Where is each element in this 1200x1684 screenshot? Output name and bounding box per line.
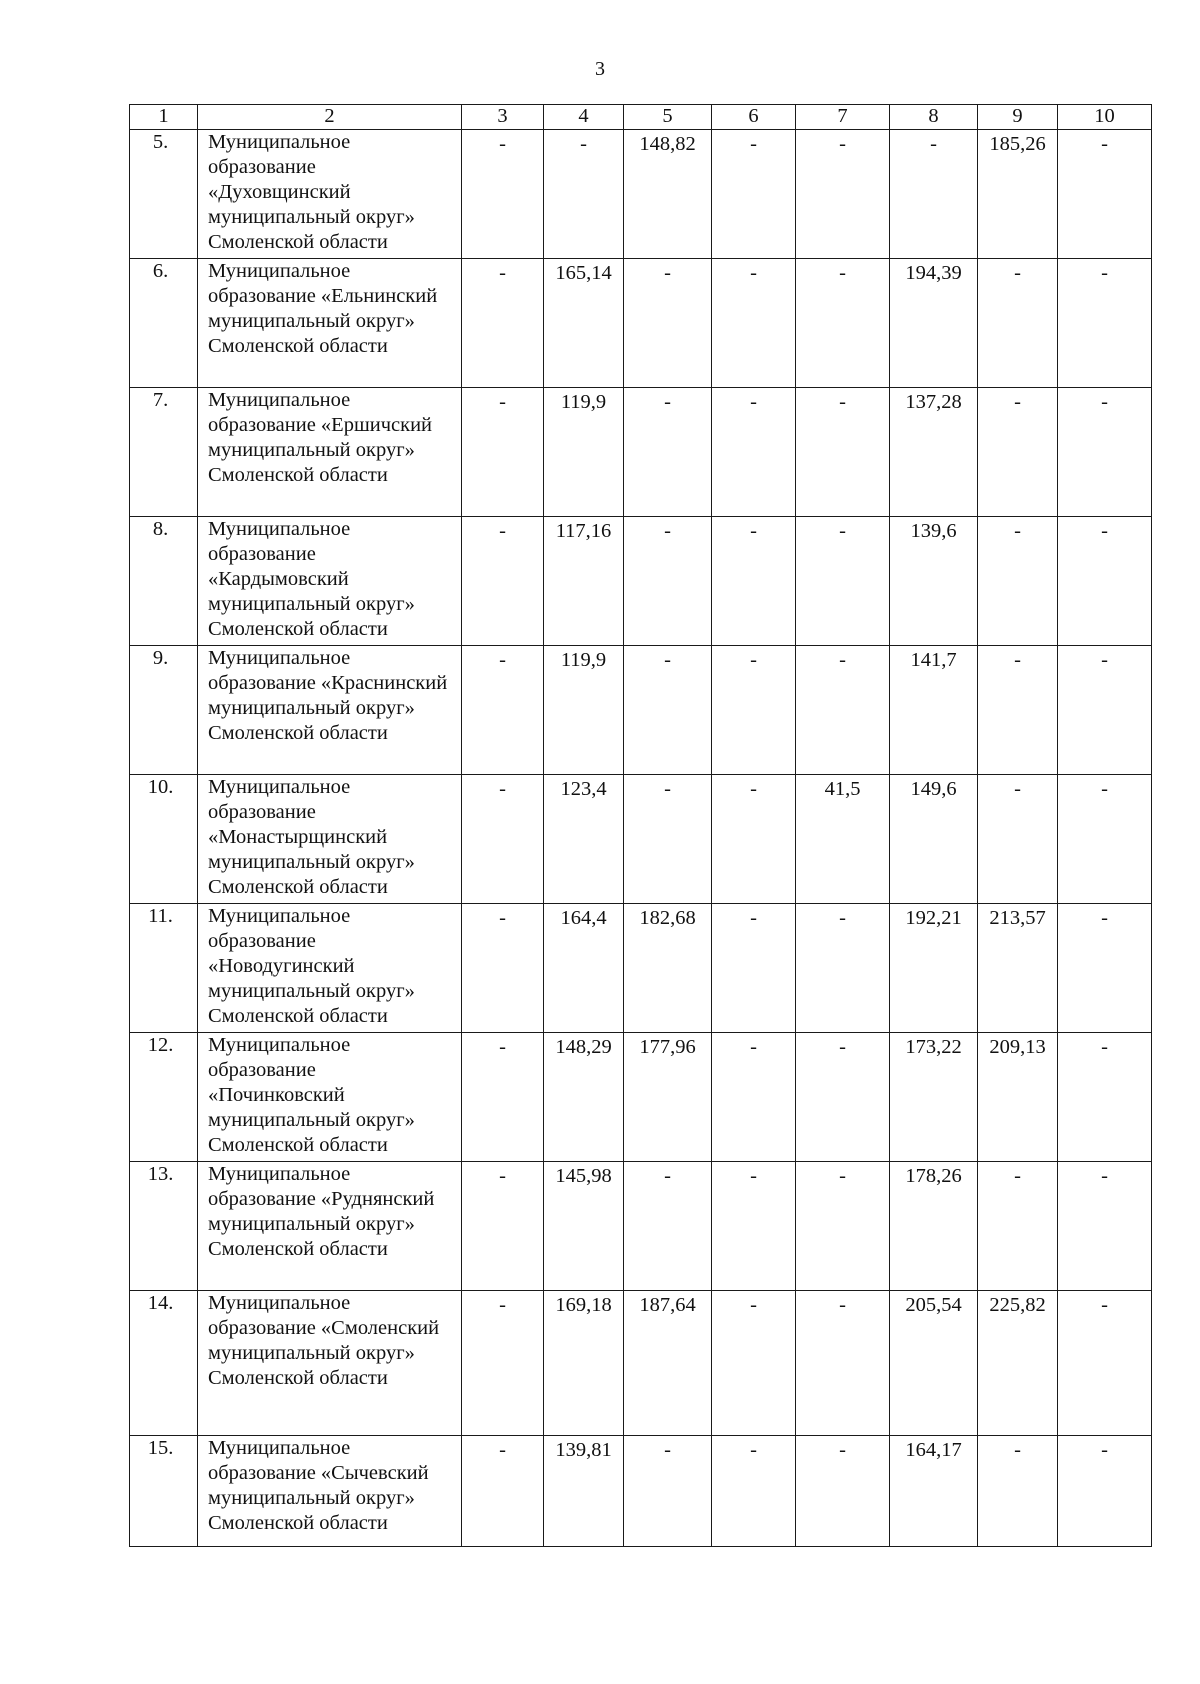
cell-col4: 119,9 [544,646,624,775]
cell-col6: - [712,1291,796,1436]
cell-col5: - [624,388,712,517]
table-row [130,1033,1152,1162]
column-header: 8 [890,105,978,130]
cell-col9: - [978,775,1058,904]
page-number: 3 [595,58,605,80]
cell-col4: - [544,130,624,259]
cell-col9: - [978,646,1058,775]
cell-col10: - [1058,1033,1152,1162]
cell-col9: 213,57 [978,904,1058,1033]
row-number: 5. [130,130,198,259]
row-number: 7. [130,388,198,517]
cell-col10: - [1058,775,1152,904]
cell-col9: - [978,517,1058,646]
cell-col7: - [796,517,890,646]
cell-col7: - [796,1033,890,1162]
municipality-name: Муниципальное образование «Руднянский муниципальный округ» Смоленской области [198,1162,462,1291]
table-row [130,1291,1152,1436]
column-header: 3 [462,105,544,130]
municipality-name: Муниципальное образование «Краснинский муниципальный округ» Смоленской области [198,646,462,775]
cell-col7: 41,5 [796,775,890,904]
row-number: 8. [130,517,198,646]
cell-col3: - [462,130,544,259]
cell-col8: 139,6 [890,517,978,646]
cell-col4: 117,16 [544,517,624,646]
column-header: 9 [978,105,1058,130]
cell-col10: - [1058,1436,1152,1547]
cell-col3: - [462,1291,544,1436]
column-header: 6 [712,105,796,130]
table-row [130,130,1152,259]
cell-col7: - [796,646,890,775]
cell-col10: - [1058,1162,1152,1291]
table-row [130,259,1152,388]
cell-col3: - [462,1162,544,1291]
cell-col7: - [796,1436,890,1547]
cell-col3: - [462,388,544,517]
cell-col8: 194,39 [890,259,978,388]
row-number: 13. [130,1162,198,1291]
column-header: 7 [796,105,890,130]
row-number: 12. [130,1033,198,1162]
cell-col10: - [1058,259,1152,388]
cell-col6: - [712,1436,796,1547]
cell-col9: 209,13 [978,1033,1058,1162]
cell-col7: - [796,1291,890,1436]
cell-col5: - [624,775,712,904]
municipality-name: Муниципальное образование «Починковский муниципальный округ» Смоленской области [198,1033,462,1162]
cell-col10: - [1058,388,1152,517]
municipality-name: Муниципальное образование «Кардымовский муниципальный округ» Смоленской области [198,517,462,646]
table-row [130,388,1152,517]
cell-col10: - [1058,904,1152,1033]
cell-col5: 182,68 [624,904,712,1033]
column-header: 2 [198,105,462,130]
cell-col9: 185,26 [978,130,1058,259]
cell-col5: 148,82 [624,130,712,259]
cell-col6: - [712,1162,796,1291]
column-header: 4 [544,105,624,130]
cell-col6: - [712,904,796,1033]
table-row [130,904,1152,1033]
cell-col10: - [1058,646,1152,775]
cell-col6: - [712,1033,796,1162]
cell-col3: - [462,517,544,646]
cell-col3: - [462,775,544,904]
cell-col5: - [624,517,712,646]
table-row [130,517,1152,646]
row-number: 10. [130,775,198,904]
row-number: 6. [130,259,198,388]
cell-col6: - [712,388,796,517]
municipality-name: Муниципальное образование «Смоленский муниципальный округ» Смоленской области [198,1291,462,1436]
cell-col7: - [796,130,890,259]
cell-col9: - [978,1162,1058,1291]
cell-col8: 205,54 [890,1291,978,1436]
cell-col8: 173,22 [890,1033,978,1162]
cell-col8: 137,28 [890,388,978,517]
cell-col4: 123,4 [544,775,624,904]
cell-col7: - [796,259,890,388]
cell-col10: - [1058,517,1152,646]
cell-col3: - [462,1033,544,1162]
municipality-name: Муниципальное образование «Ельнинский муниципальный округ» Смоленской области [198,259,462,388]
table-row [130,646,1152,775]
cell-col4: 164,4 [544,904,624,1033]
cell-col6: - [712,646,796,775]
cell-col8: 149,6 [890,775,978,904]
column-header: 10 [1058,105,1152,130]
cell-col6: - [712,517,796,646]
table-row [130,775,1152,904]
table-row [130,1162,1152,1291]
cell-col8: - [890,130,978,259]
cell-col9: - [978,1436,1058,1547]
header-row [130,105,1152,130]
row-number: 14. [130,1291,198,1436]
cell-col7: - [796,904,890,1033]
cell-col9: 225,82 [978,1291,1058,1436]
column-header: 5 [624,105,712,130]
cell-col9: - [978,388,1058,517]
cell-col8: 141,7 [890,646,978,775]
row-number: 11. [130,904,198,1033]
cell-col4: 119,9 [544,388,624,517]
cell-col9: - [978,259,1058,388]
cell-col7: - [796,388,890,517]
cell-col3: - [462,904,544,1033]
cell-col8: 178,26 [890,1162,978,1291]
cell-col5: - [624,259,712,388]
cell-col5: - [624,646,712,775]
cell-col3: - [462,259,544,388]
cell-col4: 148,29 [544,1033,624,1162]
cell-col5: - [624,1436,712,1547]
municipality-name: Муниципальное образование «Духовщинский муниципальный округ» Смоленской области [198,130,462,259]
data-table [129,104,1152,1547]
table-row [130,1436,1152,1547]
cell-col6: - [712,775,796,904]
cell-col10: - [1058,1291,1152,1436]
cell-col7: - [796,1162,890,1291]
cell-col4: 165,14 [544,259,624,388]
cell-col3: - [462,646,544,775]
cell-col4: 145,98 [544,1162,624,1291]
municipality-name: Муниципальное образование «Новодугинский муниципальный округ» Смоленской области [198,904,462,1033]
cell-col10: - [1058,130,1152,259]
cell-col5: - [624,1162,712,1291]
municipality-name: Муниципальное образование «Монастырщинский муниципальный округ» Смоленской области [198,775,462,904]
cell-col5: 177,96 [624,1033,712,1162]
municipality-name: Муниципальное образование «Сычевский муниципальный округ» Смоленской области [198,1436,462,1547]
cell-col6: - [712,130,796,259]
municipality-name: Муниципальное образование «Ершичский муниципальный округ» Смоленской области [198,388,462,517]
row-number: 9. [130,646,198,775]
cell-col4: 139,81 [544,1436,624,1547]
cell-col8: 192,21 [890,904,978,1033]
cell-col5: 187,64 [624,1291,712,1436]
column-header: 1 [130,105,198,130]
cell-col3: - [462,1436,544,1547]
row-number: 15. [130,1436,198,1547]
cell-col4: 169,18 [544,1291,624,1436]
cell-col6: - [712,259,796,388]
cell-col8: 164,17 [890,1436,978,1547]
